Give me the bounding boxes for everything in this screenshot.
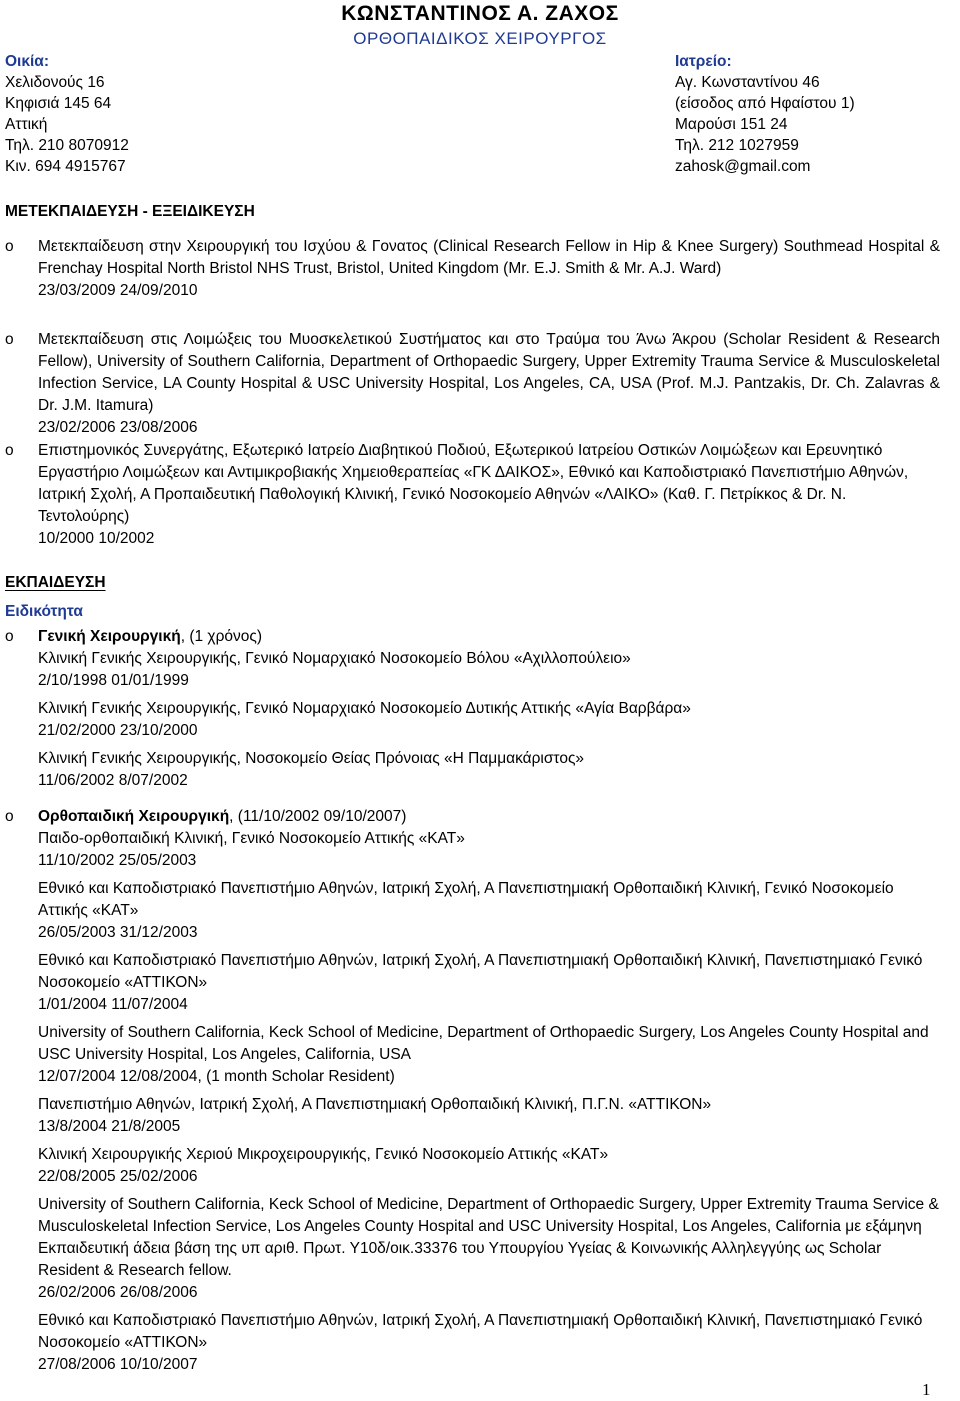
training-place: University of Southern California, Keck School of Medicine, Department of Orthopaedic Surgery, Upper Extremity Trauma Service & Musculoskeletal Infection Service, Los Angeles County Hospital and USC University Hospital, Los Angeles, California με εξάμηνη Εκπαιδευτική άδεια βάση της υπ αριθ. Πρωτ. Υ10δ/οικ.33376 του Υπουργίου Υγείας & Κοινωνικής Αλληλεγγύης ως Scholar Resident & Research fellow.	[38, 1196, 939, 1279]
training-place: Εθνικό και Καποδιστριακό Πανεπιστήμιο Αθηνών, Ιατρική Σχολή, Α Πανεπιστημιακή Ορθοπαιδική Κλινική, Πανεπιστημιακό Γενικό Νοσοκομείο «ΑΤΤΙΚΟΝ»	[38, 1312, 923, 1351]
fellowship-dates: 23/03/2009 24/09/2010	[38, 282, 198, 299]
office-address-line: Μαρούσι 151 24	[675, 116, 788, 133]
orthopaedic-surgery-item	[5, 806, 940, 1376]
training-dates: 13/8/2004 21/8/2005	[38, 1118, 181, 1135]
training-place: Κλινική Γενικής Χειρουργικής, Γενικό Νομαρχιακό Νοσοκομείο Βόλου «Αχιλλοπούλειο»	[38, 650, 631, 667]
training-place: University of Southern California, Keck School of Medicine, Department of Orthopaedic Surgery, Los Angeles County Hospital and USC University Hospital, Los Angeles, California, USA	[38, 1024, 929, 1063]
fellowship-text: Επιστημονικός Συνεργάτης, Εξωτερικό Ιατρείο Διαβητικού Ποδιού, Εξωτερικού Ιατρείου Οστικών Λοιμώξεων και Ερευνητικό Εργαστήριο Λοιμώξεων και Αντιμικροβιακής Χημειοθεραπείας «ΓΚ ΔΑΙΚΟΣ», Εθνικό και Καποδιστριακό Πανεπιστήμιο Αθηνών, Ιατρική Σχολή, Α Προπαιδευτική Παθολογική Κλινική, Γενικό Νοσοκομείο Αθηνών «ΛΑΙΚΟ» (Καθ. Γ. Πετρίκκος & Dr. N. Τεντολούρης)	[38, 442, 909, 525]
home-address-heading: Οικία:	[5, 53, 50, 70]
office-phone: Τηλ. 212 1027959	[675, 137, 799, 154]
office-address	[675, 51, 855, 177]
general-surgery-name: Γενική Χειρουργική	[38, 628, 181, 645]
training-dates: 27/08/2006 10/10/2007	[38, 1356, 198, 1373]
training-place: Κλινική Χειρουργικής Χεριού Μικροχειρουργικής, Γενικό Νοσοκομείο Αττικής «ΚΑΤ»	[38, 1146, 609, 1163]
fellowship-item	[5, 236, 940, 302]
home-address	[5, 51, 129, 177]
doctor-name: ΚΩΝΣΤΑΝΤΙΝΟΣ Α. ΖΑΧΟΣ	[341, 2, 619, 25]
training-place: Εθνικό και Καποδιστριακό Πανεπιστήμιο Αθηνών, Ιατρική Σχολή, Α Πανεπιστημιακή Ορθοπαιδική Κλινική, Πανεπιστημιακό Γενικό Νοσοκομείο «ΑΤΤΙΚΟΝ»	[38, 952, 923, 991]
bullet-icon: o	[5, 238, 14, 255]
bullet-icon: o	[5, 808, 14, 825]
office-address-heading: Ιατρείο:	[675, 53, 732, 70]
page-number: 1	[922, 1380, 931, 1399]
office-email: zahosk@gmail.com	[675, 158, 811, 175]
home-address-line: Κηφισιά 145 64	[5, 95, 112, 112]
bullet-icon: o	[5, 628, 14, 645]
fellowship-item	[5, 440, 940, 550]
fellowship-dates: 23/02/2006 23/08/2006	[38, 419, 198, 436]
doctor-title: ΟΡΘΟΠΑΙΔΙΚΟΣ ΧΕΙΡΟΥΡΓΟΣ	[353, 29, 607, 48]
home-address-line: Χελιδονούς 16	[5, 74, 105, 91]
training-dates: 1/01/2004 11/07/2004	[38, 996, 188, 1013]
general-surgery-duration: , (1 χρόνος)	[180, 628, 263, 645]
education-section-title: ΕΚΠΑΙΔΕΥΣΗ	[5, 574, 106, 591]
training-place: Παιδο-ορθοπαιδική Κλινική, Γενικό Νοσοκομείο Αττικής «ΚΑΤ»	[38, 830, 465, 847]
training-dates: 11/06/2002 8/07/2002	[38, 772, 188, 789]
orthopaedic-surgery-duration: , (11/10/2002 09/10/2007)	[229, 808, 407, 825]
mobile-phone: Κιν. 694 4915767	[5, 158, 126, 175]
office-address-line: (είσοδος από Ηφαίστου 1)	[675, 95, 855, 112]
orthopaedic-surgery-name: Ορθοπαιδική Χειρουργική	[38, 808, 230, 825]
training-place: Εθνικό και Καποδιστριακό Πανεπιστήμιο Αθηνών, Ιατρική Σχολή, Α Πανεπιστημιακή Ορθοπαιδική Κλινική, Γενικό Νοσοκομείο Αττικής «ΚΑΤ»	[38, 880, 894, 919]
training-dates: 12/07/2004 12/08/2004, (1 month Scholar Resident)	[38, 1068, 395, 1085]
fellowship-text: Μετεκπαίδευση στην Χειρουργική του Ισχύου & Γονατος (Clinical Research Fellow in Hip & Knee Surgery) Southmead Hospital & Frenchay Hospital North Bristol NHS Trust, Bristol, United Kingdom (Mr. E.J. Smith & Mr. A.J. Ward)	[38, 238, 940, 277]
bullet-icon: o	[5, 442, 14, 459]
general-surgery-item	[5, 626, 940, 792]
fellowship-section-title: ΜΕΤΕΚΠΑΙΔΕΥΣΗ - ΕΞΕΙΔΙΚΕΥΣΗ	[5, 203, 255, 220]
training-place: Πανεπιστήμιο Αθηνών, Ιατρική Σχολή, Α Πανεπιστημιακή Ορθοπαιδική Κλινική, Π.Γ.Ν. «ΑΤΤΙΚΟΝ»	[38, 1096, 712, 1113]
training-place: Κλινική Γενικής Χειρουργικής, Νοσοκομείο Θείας Πρόνοιας «Η Παμμακάριστος»	[38, 750, 585, 767]
home-phone: Τηλ. 210 8070912	[5, 137, 129, 154]
training-dates: 22/08/2005 25/02/2006	[38, 1168, 198, 1185]
specialty-subtitle: Ειδικότητα	[5, 603, 83, 620]
training-dates: 26/02/2006 26/08/2006	[38, 1284, 198, 1301]
bullet-icon: o	[5, 331, 14, 348]
fellowship-item	[5, 329, 940, 439]
training-dates: 2/10/1998 01/01/1999	[38, 672, 189, 689]
fellowship-dates: 10/2000 10/2002	[38, 530, 155, 547]
office-address-line: Αγ. Κωνσταντίνου 46	[675, 74, 820, 91]
training-dates: 11/10/2002 25/05/2003	[38, 852, 197, 869]
home-address-line: Αττική	[5, 116, 48, 133]
training-dates: 21/02/2000 23/10/2000	[38, 722, 198, 739]
training-dates: 26/05/2003 31/12/2003	[38, 924, 198, 941]
training-place: Κλινική Γενικής Χειρουργικής, Γενικό Νομαρχιακό Νοσοκομείο Δυτικής Αττικής «Αγία Βαρβάρα»	[38, 700, 691, 717]
fellowship-text: Μετεκπαίδευση στις Λοιμώξεις του Μυοσκελετικού Συστήματος και στο Τραύμα του Άνω Άκρου (Scholar Resident & Research Fellow), University of Southern California, Department of Orthopaedic Surgery, Upper Extremity Trauma Service & Musculoskeletal Infection Service, LA County Hospital & USC University Hospital, Los Angeles, CA, USA (Prof. M.J. Pantzakis, Dr. Ch. Zalavras & Dr. J.M. Itamura)	[38, 331, 940, 414]
